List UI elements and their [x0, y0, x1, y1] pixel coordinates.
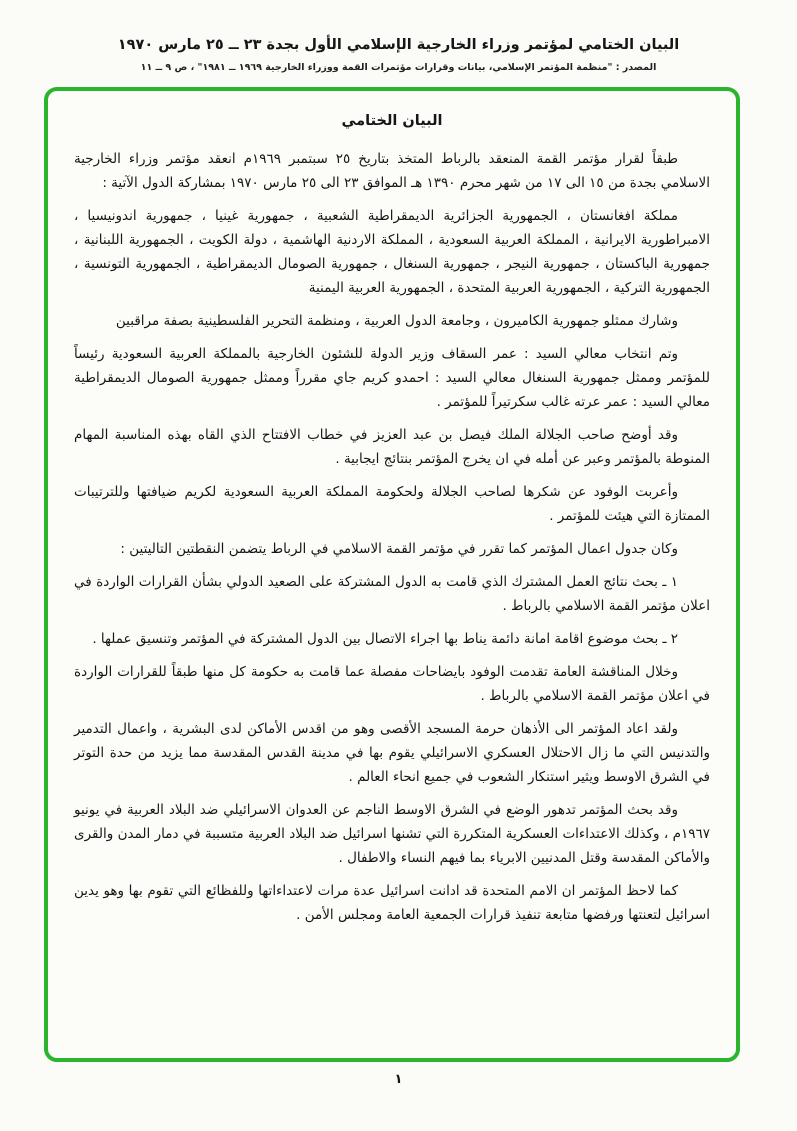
communique-agenda-item-2: ٢ ـ بحث موضوع اقامة امانة دائمة يناط بها اجراء الاتصال بين الدول المشتركة في المؤتمر وتنسيق عملها .	[92, 630, 678, 647]
communique-paragraph-observers: وشارك ممثلو جمهورية الكاميرون ، وجامعة الدول العربية ، ومنظمة التحرير الفلسطينية بصفة مراقبين	[115, 312, 678, 329]
page-number: ١	[394, 1071, 403, 1087]
document-source-line: المصدر : "منظمة المؤتمر الإسلامي، بيانات وقرارات مؤتمرات القمة ووزراء الخارجية ١٩٦٩ ــ ١٩٨١" ، ص ٩ ــ ١١	[140, 61, 657, 73]
communique-paragraph-mideast-situation: وقد بحث المؤتمر تدهور الوضع في الشرق الاوسط الناجم عن العدوان الاسرائيلي ضد البلاد العربية في يونيو ١٩٦٧م ، وكذلك الاعتداءات العسكرية المتكررة التي تشنها اسرائيل ضد البلاد العربية متسببة في دمار المدن والقرى والأماكن المقدسة وقتل المدنيين الابرياء بما فيهم النساء والاطفال .	[74, 801, 710, 866]
communique-paragraph-elections: وتم انتخاب معالي السيد : عمر السقاف وزير الدولة للشئون الخارجية بالمملكة العربية السعودية رئيساً للمؤتمر وممثل جمهورية السنغال معالي السيد : احمدو كريم جاي مقرراً وممثل جمهورية الصومال الديمقراطية معالي السيد : عمر عرته غالب سكرتيراً للمؤتمر .	[74, 345, 710, 410]
communique-paragraph-agenda-intro: وكان جدول اعمال المؤتمر كما تقرر في مؤتمر القمة الاسلامي في الرباط يتضمن النقطتين التاليتين :	[120, 540, 678, 557]
document-header-title: البيان الختامي لمؤتمر وزراء الخارجية الإسلامي الأول بجدة ٢٣ ــ ٢٥ مارس ١٩٧٠	[117, 37, 680, 53]
communique-paragraph-un-condemnation: كما لاحظ المؤتمر ان الامم المتحدة قد ادانت اسرائيل عدة مرات لاعتداءاتها وللفظائع التي تقوم بها وهو يدين اسرائيل لتعنتها ورفضها متابعة تنفيذ قرارات الجمعية العامة ومجلس الأمن .	[74, 882, 710, 923]
communique-paragraph-thanks: وأعربت الوفود عن شكرها لصاحب الجلالة ولحكومة المملكة العربية السعودية لكريم ضيافتها وللترتيبات الممتازة التي هيئت للمؤتمر .	[74, 483, 710, 524]
communique-title: البيان الختامي	[341, 112, 443, 129]
page-header	[40, 36, 757, 73]
communique-green-frame	[44, 87, 740, 1062]
communique-paragraph-king-speech: وقد أوضح صاحب الجلالة الملك فيصل بن عبد العزيز في خطاب الافتتاح الذي القاه بهذه المناسبة المهام المنوطة بالمؤتمر وعبر عن أمله في ان يخرج المؤتمر بنتائج ايجابية .	[74, 426, 710, 467]
communique-paragraph-country-list: مملكة افغانستان ، الجمهورية الجزائرية الديمقراطية الشعبية ، جمهورية غينيا ، جمهورية اندونيسيا ، الامبراطورية الايرانية ، المملكة العربية السعودية ، المملكة الاردنية الهاشمية ، دولة الكويت ، الجمهورية اللبنانية ، جمهورية الباكستان ، جمهورية النيجر ، جمهورية السنغال ، جمهورية الصومال الديمقراطية ، الجمهورية التونسية ، الجمهورية التركية ، الجمهورية العربية المتحدة ، الجمهورية العربية اليمنية	[74, 207, 710, 296]
communique-paragraph-preamble: طبقاً لقرار مؤتمر القمة المنعقد بالرباط المتخذ بتاريخ ٢٥ سبتمبر ١٩٦٩م انعقد مؤتمر وزراء الخارجية الاسلامي بجدة من ١٥ الى ١٧ من شهر محرم ١٣٩٠ هـ الموافق ٢٣ الى ٢٥ مارس ١٩٧٠ بمشاركة الدول الآتية :	[74, 150, 710, 191]
communique-paragraph-aqsa: ولقد اعاد المؤتمر الى الأذهان حرمة المسجد الأقصى وهو من اقدس الأماكن لدى البشرية ، واعمال التدمير والتدنيس التي ما زال الاحتلال العسكري الاسرائيلي يقوم بها في مدينة القدس المقدسة مما يزيد من حدة التوتر في الشرق الاوسط ويثير استنكار الشعوب في جميع انحاء العالم .	[74, 720, 710, 785]
communique-paragraph-general-debate: وخلال المناقشة العامة تقدمت الوفود بايضاحات مفصلة عما قامت به حكومة كل منها طبقاً للقرارات الواردة في اعلان مؤتمر القمة الاسلامي بالرباط .	[74, 663, 710, 704]
communique-agenda-item-1: ١ ـ بحث نتائج العمل المشترك الذي قامت به الدول المشتركة على الصعيد الدولي بشأن القرارات الواردة في اعلان مؤتمر القمة الاسلامي بالرباط .	[74, 573, 710, 614]
